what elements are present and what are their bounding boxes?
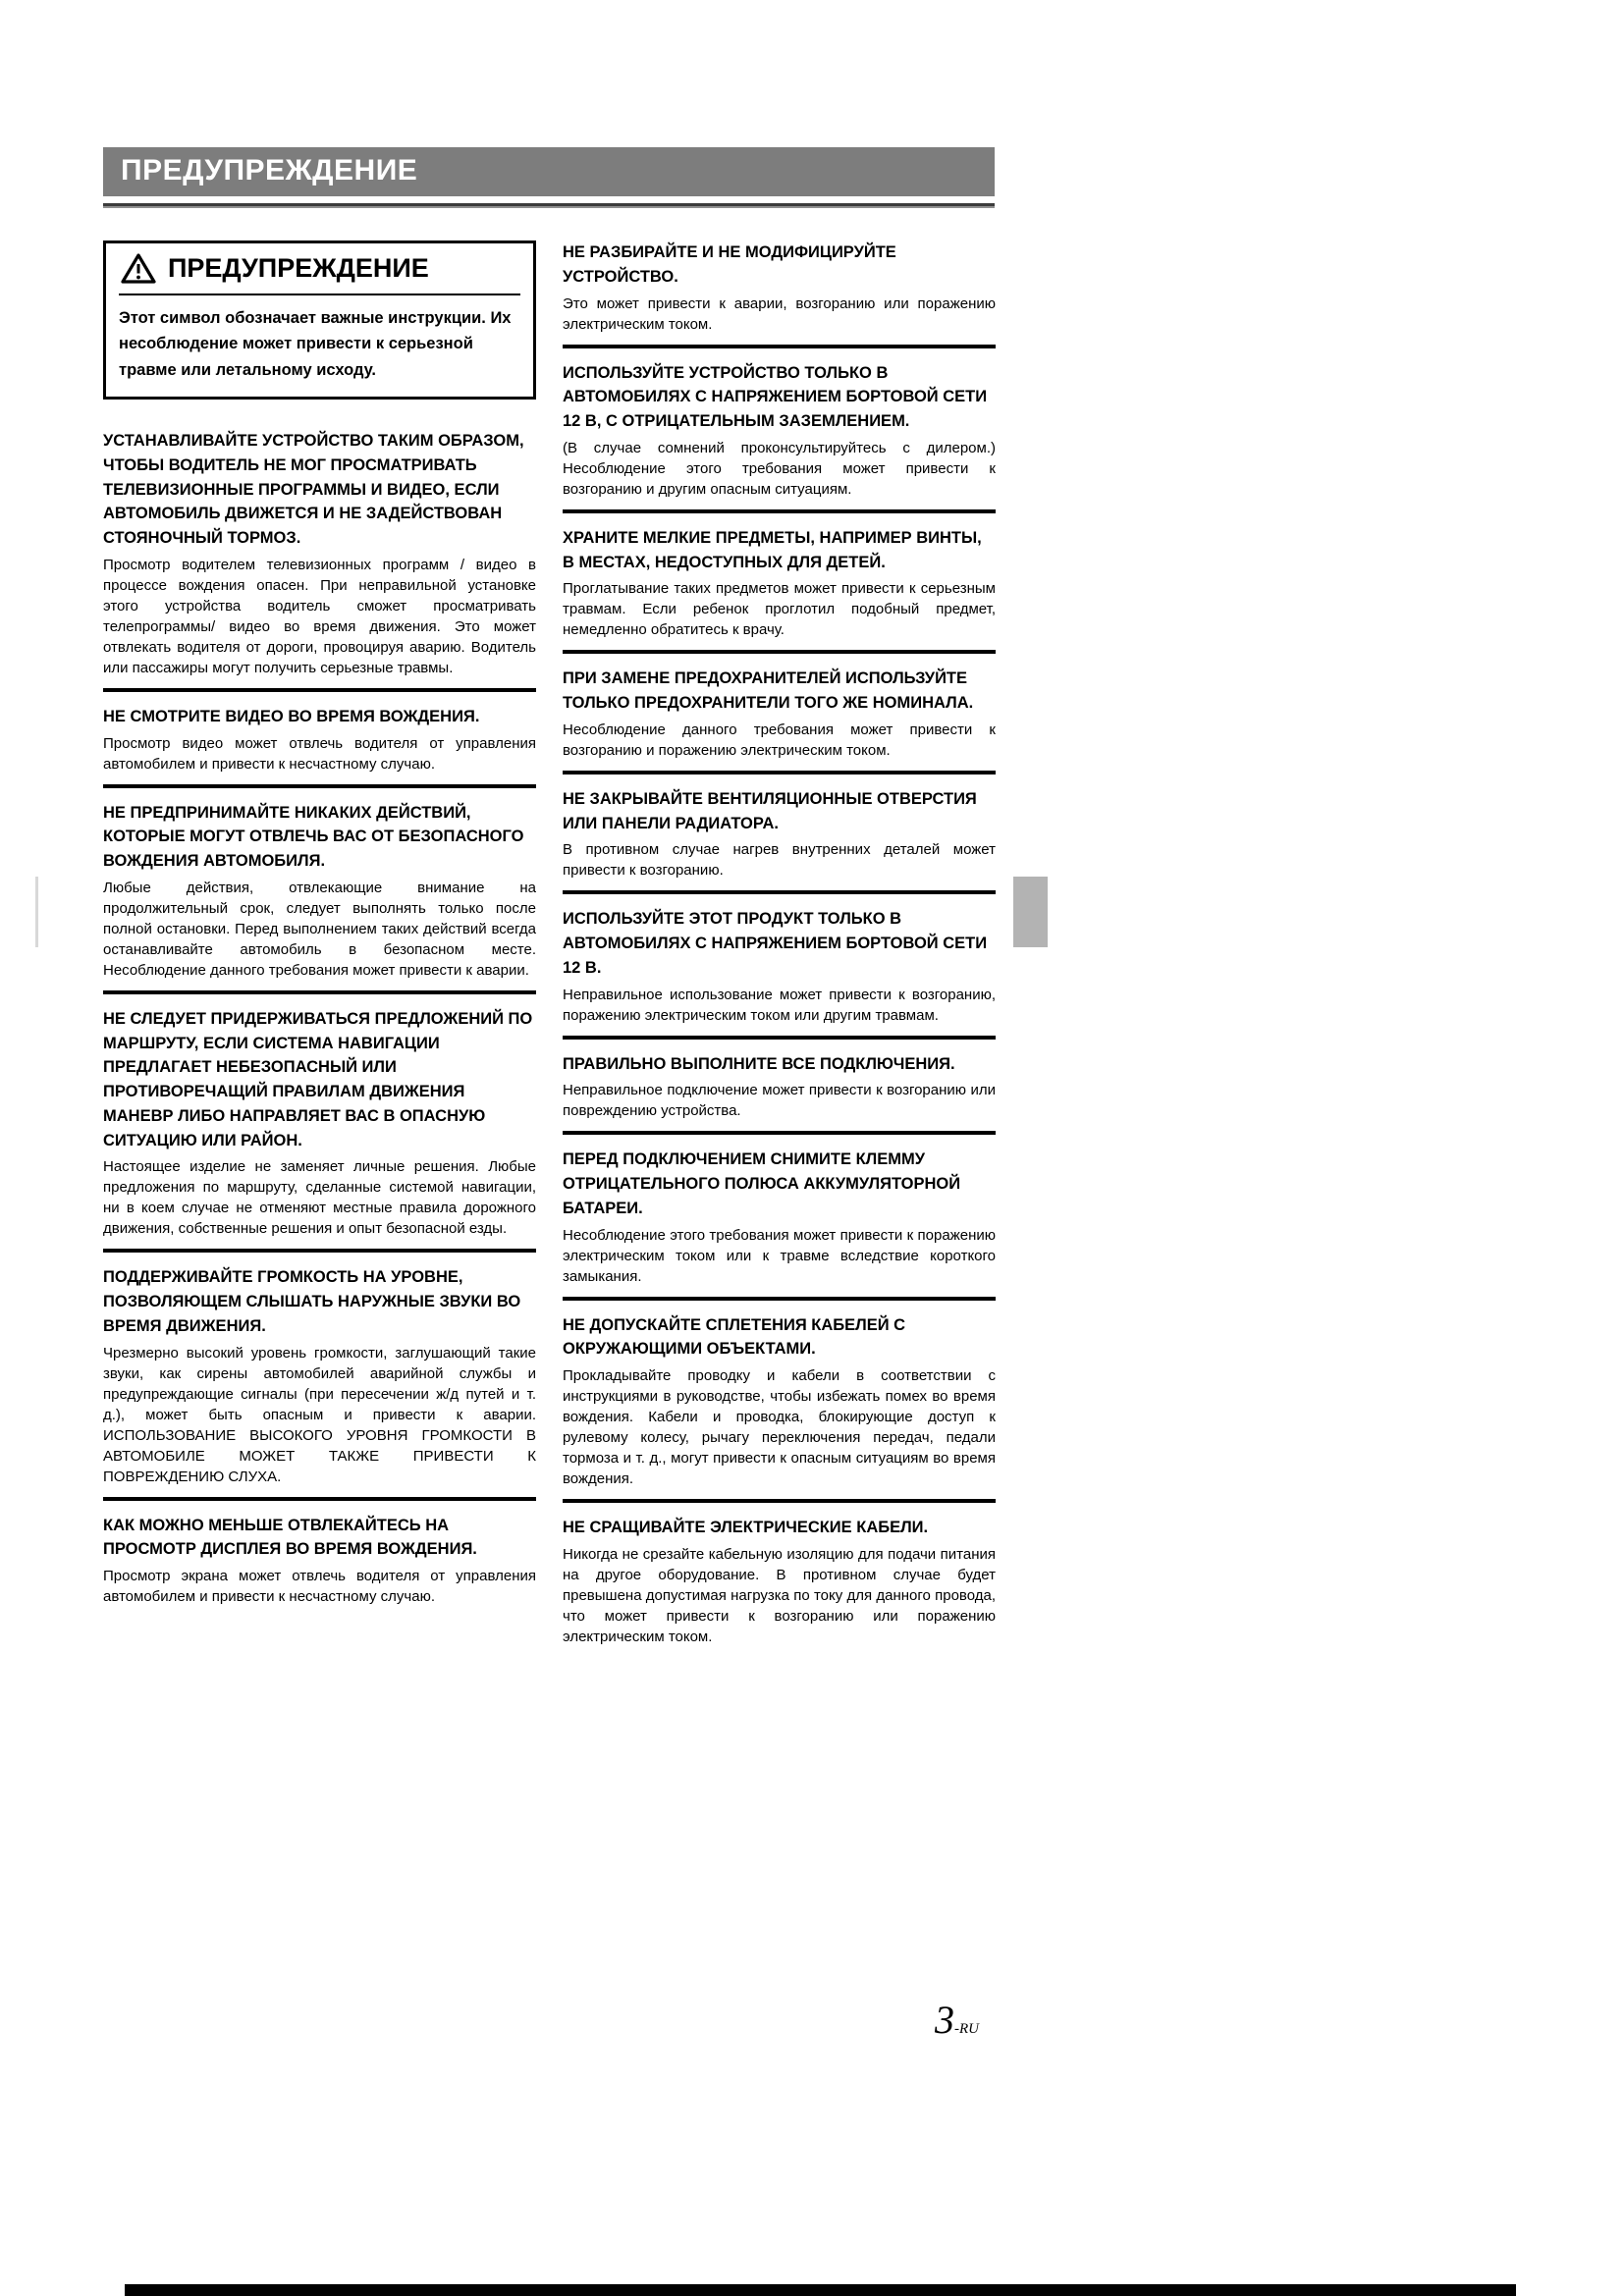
section-body: Настоящее изделие не заменяет личные решения. Любые предложения по маршруту, сделанные системой навигации, ни в коем случае не отменяют местные правила дорожного движения, собственные решения и опыт безопасной езды. (103, 1158, 536, 1238)
section-body: Любые действия, отвлекающие внимание на продолжительный срок, следует выполнять только после полной остановки. Перед выполнением таких действий всегда останавливайте автомобиль в безопасном месте. Несоблюдение данного требования может привести к аварии. (103, 879, 536, 979)
section-body: Прокладывайте проводку и кабели в соответствии с инструкциями в руководстве, чтобы избежать помех во время вождения. Кабели и проводка, блокирующие доступ к рулевому колесу, рычагу переключения передач, педали тормоза и т. д., могут привести к опасным ситуациям во время вождения. (563, 1367, 996, 1487)
warning-section (103, 1514, 536, 1618)
section-heading: ИСПОЛЬЗУЙТЕ ЭТОТ ПРОДУКТ ТОЛЬКО В АВТОМОБИЛЯХ С НАПРЯЖЕНИЕМ БОРТОВОЙ СЕТИ 12 В. (563, 910, 988, 977)
warning-section (563, 361, 996, 513)
warning-section (563, 787, 996, 895)
left-sections-list (103, 429, 536, 1617)
section-heading: ПРИ ЗАМЕНЕ ПРЕДОХРАНИТЕЛЕЙ ИСПОЛЬЗУЙТЕ ТОЛЬКО ПРЕДОХРАНИТЕЛИ ТОГО ЖЕ НОМИНАЛА. (563, 669, 974, 712)
section-heading: ИСПОЛЬЗУЙТЕ УСТРОЙСТВО ТОЛЬКО В АВТОМОБИЛЯХ С НАПРЯЖЕНИЕМ БОРТОВОЙ СЕТИ 12 В, С ОТРИЦАТЕЛЬНЫМ ЗАЗЕМЛЕНИЕМ. (563, 363, 988, 430)
header-divider (103, 203, 995, 208)
section-heading: НЕ СЛЕДУЕТ ПРИДЕРЖИВАТЬСЯ ПРЕДЛОЖЕНИЙ ПО МАРШРУТУ, ЕСЛИ СИСТЕМА НАВИГАЦИИ ПРЕДЛАГАЕТ НЕБЕЗОПАСНЫЙ ИЛИ ПРОТИВОРЕЧАЩИЙ ПРАВИЛАМ ДВИЖЕНИЯ МАНЕВР ЛИБО НАПРАВЛЯЕТ ВАС В ОПАСНУЮ СИТУАЦИЮ ИЛИ РАЙОН. (103, 1009, 533, 1149)
section-body: Никогда не срезайте кабельную изоляцию для подачи питания на другое оборудование. В противном случае будет превышена допустимая нагрузка по току для данного провода, что может привести к возгоранию или поражению электрическим током. (563, 1545, 996, 1645)
section-body: (В случае сомнений проконсультируйтесь с дилером.) Несоблюдение этого требования может привести к возгоранию и другим опасным ситуациям. (563, 439, 996, 498)
section-body: Несоблюдение этого требования может привести к поражению электрическим током или к травме вследствие короткого замыкания. (563, 1226, 996, 1285)
right-sections-list (563, 240, 996, 1657)
left-column (103, 240, 536, 1657)
section-body: Это может привести к аварии, возгоранию или поражению электрическим током. (563, 294, 996, 333)
warning-section (103, 1265, 536, 1500)
warning-box-title: ПРЕДУПРЕЖДЕНИЕ (168, 253, 429, 284)
section-heading: НЕ РАЗБИРАЙТЕ И НЕ МОДИФИЦИРУЙТЕ УСТРОЙСТВО. (563, 243, 896, 286)
section-body: В противном случае нагрев внутренних деталей может привести к возгоранию. (563, 841, 996, 880)
warning-section (563, 240, 996, 348)
warning-triangle-icon (121, 253, 156, 285)
right-column (563, 240, 996, 1657)
section-heading: НЕ ДОПУСКАЙТЕ СПЛЕТЕНИЯ КАБЕЛЕЙ С ОКРУЖАЮЩИМИ ОБЪЕКТАМИ. (563, 1315, 906, 1359)
page-number-suffix: -RU (954, 2021, 979, 2037)
section-body: Несоблюдение данного требования может привести к возгоранию и поражению электрическим током. (563, 721, 996, 759)
warning-section (103, 705, 536, 788)
section-heading: ПРАВИЛЬНО ВЫПОЛНИТЕ ВСЕ ПОДКЛЮЧЕНИЯ. (563, 1054, 955, 1073)
warning-section (563, 907, 996, 1039)
warning-section (103, 801, 536, 994)
section-heading: ПОДДЕРЖИВАЙТЕ ГРОМКОСТЬ НА УРОВНЕ, ПОЗВОЛЯЮЩЕМ СЛЫШАТЬ НАРУЖНЫЕ ЗВУКИ ВО ВРЕМЯ ДВИЖЕНИЯ. (103, 1268, 521, 1335)
warning-section (563, 1052, 996, 1136)
section-body: Просмотр водителем телевизионных программ / видео в процессе вождения опасен. При неправильной установке этого устройства водитель сможет просматривать телепрограммы/ видео во время движения. Это может отвлекать водителя от дороги, провоцируя аварию. Водитель или пассажиры могут получить серьезные травмы. (103, 556, 536, 676)
section-edge-tab (1013, 877, 1048, 947)
scan-artifact-bar (125, 2284, 1516, 2296)
section-heading: НЕ СМОТРИТЕ ВИДЕО ВО ВРЕМЯ ВОЖДЕНИЯ. (103, 707, 480, 725)
section-heading: КАК МОЖНО МЕНЬШЕ ОТВЛЕКАЙТЕСЬ НА ПРОСМОТР ДИСПЛЕЯ ВО ВРЕМЯ ВОЖДЕНИЯ. (103, 1516, 477, 1559)
section-heading: НЕ ЗАКРЫВАЙТЕ ВЕНТИЛЯЦИОННЫЕ ОТВЕРСТИЯ ИЛИ ПАНЕЛИ РАДИАТОРА. (563, 789, 977, 832)
warning-section (563, 1313, 996, 1504)
page-content (103, 147, 995, 1657)
warning-box-header (119, 243, 520, 295)
warning-section (563, 1148, 996, 1300)
warning-section (103, 1007, 536, 1254)
page-header-bar (103, 147, 995, 196)
warning-section (563, 526, 996, 655)
section-body: Неправильное использование может привести к возгоранию, поражению электрическим током или другим травмам. (563, 986, 996, 1024)
warning-section (563, 1516, 996, 1657)
section-body: Чрезмерно высокий уровень громкости, заглушающий такие звуки, как сирены автомобилей аварийной службы и предупреждающие сигналы (при пересечении ж/д путей и т. д.), может быть опасным и привести к аварии. ИСПОЛЬЗОВАНИЕ ВЫСОКОГО УРОВНЯ ГРОМКОСТИ В АВТОМОБИЛЕ МОЖЕТ ТАКЖЕ ПРИВЕСТИ К ПОВРЕЖДЕНИЮ СЛУХА. (103, 1344, 536, 1485)
section-body: Просмотр видео может отвлечь водителя от управления автомобилем и привести к несчастному случаю. (103, 734, 536, 773)
page-number-value: 3 (935, 1998, 954, 2042)
section-body: Проглатывание таких предметов может привести к серьезным травмам. Если ребенок проглотил подобный предмет, немедленно обратитесь к врачу. (563, 580, 996, 639)
section-body: Неправильное подключение может привести к возгоранию или повреждению устройства. (563, 1082, 996, 1120)
section-heading: НЕ ПРЕДПРИНИМАЙТЕ НИКАКИХ ДЕЙСТВИЙ, КОТОРЫЕ МОГУТ ОТВЛЕЧЬ ВАС ОТ БЕЗОПАСНОГО ВОЖДЕНИЯ АВТОМОБИЛЯ. (103, 803, 524, 871)
warning-section (563, 667, 996, 774)
section-heading: УСТАНАВЛИВАЙТЕ УСТРОЙСТВО ТАКИМ ОБРАЗОМ, ЧТОБЫ ВОДИТЕЛЬ НЕ МОГ ПРОСМАТРИВАТЬ ТЕЛЕВИЗИОННЫЕ ПРОГРАММЫ И ВИДЕО, ЕСЛИ АВТОМОБИЛЬ ДВИЖЕТСЯ И НЕ ЗАДЕЙСТВОВАН СТОЯНОЧНЫЙ ТОРМОЗ. (103, 432, 524, 548)
section-heading: ПЕРЕД ПОДКЛЮЧЕНИЕМ СНИМИТЕ КЛЕММУ ОТРИЦАТЕЛЬНОГО ПОЛЮСА АККУМУЛЯТОРНОЙ БАТАРЕИ. (563, 1150, 961, 1217)
left-edge-mark (35, 877, 38, 947)
warning-box-body: Этот символ обозначает важные инструкции. Их несоблюдение может привести к серьезной травме или летальному исходу. (119, 309, 512, 379)
page-number (935, 1997, 979, 2043)
page-title: ПРЕДУПРЕЖДЕНИЕ (121, 154, 418, 187)
section-heading: ХРАНИТЕ МЕЛКИЕ ПРЕДМЕТЫ, НАПРИМЕР ВИНТЫ, В МЕСТАХ, НЕДОСТУПНЫХ ДЛЯ ДЕТЕЙ. (563, 528, 982, 571)
section-body: Просмотр экрана может отвлечь водителя от управления автомобилем и привести к несчастному случаю. (103, 1568, 536, 1606)
warning-section (103, 429, 536, 692)
two-column-layout (103, 240, 995, 1657)
section-heading: НЕ СРАЩИВАЙТЕ ЭЛЕКТРИЧЕСКИЕ КАБЕЛИ. (563, 1519, 929, 1536)
warning-callout-box (103, 240, 536, 400)
